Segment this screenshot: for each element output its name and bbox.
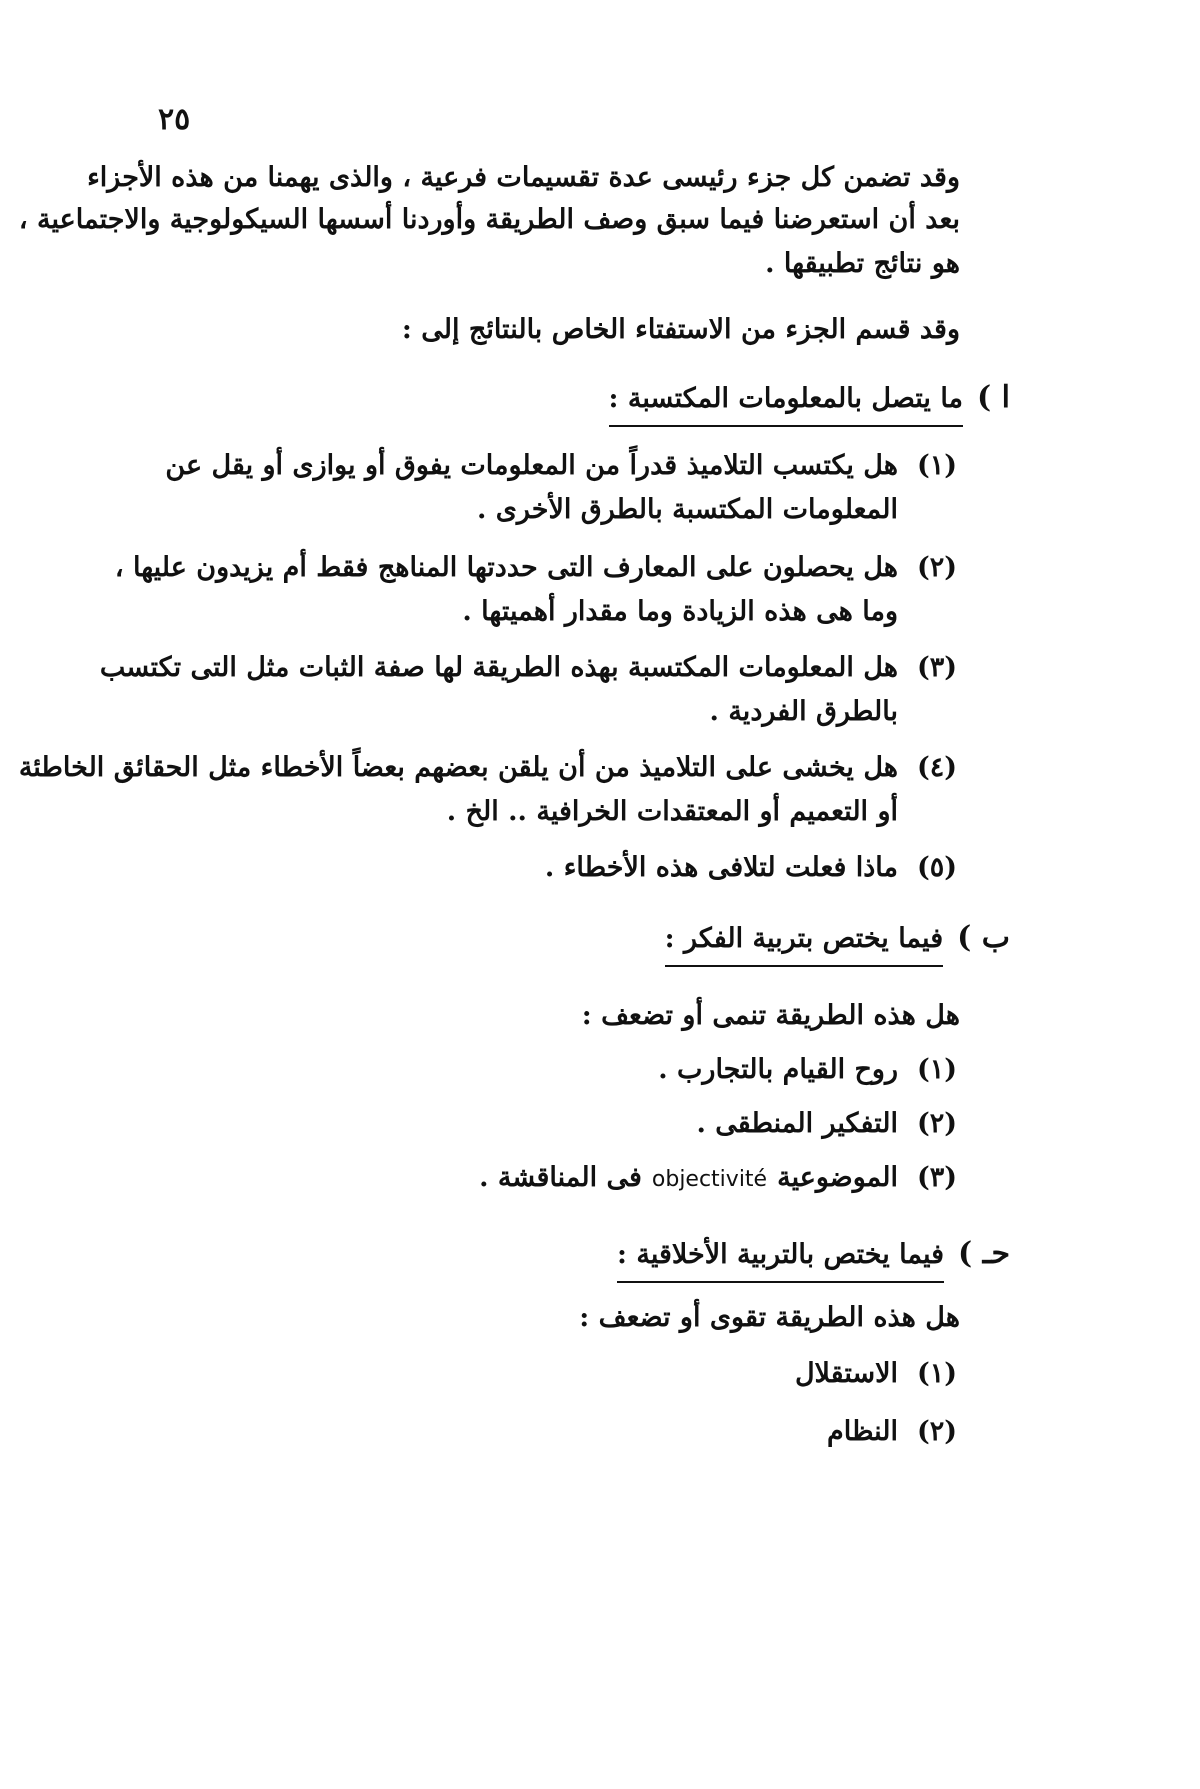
section-b-heading: فيما يختص بتربية الفكر : bbox=[665, 919, 944, 967]
item-text: هل يخشى على التلاميذ من أن يلقن بعضهم بعضاً الأخطاء مثل الحقائق الخاطئة bbox=[18, 752, 898, 783]
section-c-item-1 bbox=[795, 1354, 960, 1394]
section-c-mark: حـ ) bbox=[958, 1236, 1010, 1271]
item-text: هل يحصلون على المعارف التى حددتها المناهج فقط أم يزيدون عليها ، bbox=[114, 552, 898, 583]
section-b-item-2 bbox=[697, 1104, 961, 1144]
item-text: ماذا فعلت لتلافى هذه الأخطاء . bbox=[544, 852, 898, 883]
section-c-heading-row bbox=[617, 1234, 1010, 1283]
section-a-item-4-cont: أو التعميم أو المعتقدات الخرافية .. الخ . bbox=[446, 796, 898, 827]
section-a-item-3 bbox=[100, 648, 960, 688]
item-number: (١) bbox=[916, 450, 958, 481]
item-number: (٢) bbox=[916, 1416, 958, 1447]
item-number: (٥) bbox=[916, 852, 958, 883]
section-c-lead: هل هذه الطريقة تقوى أو تضعف : bbox=[579, 1302, 960, 1333]
section-a-mark: ا ) bbox=[977, 380, 1010, 415]
section-a-item-4 bbox=[19, 748, 960, 788]
section-a-item-2-cont: وما هى هذه الزيادة وما مقدار أهميتها . bbox=[462, 596, 898, 627]
item-latin-term: objectivité bbox=[651, 1167, 768, 1192]
item-text: روح القيام بالتجارب . bbox=[658, 1054, 898, 1085]
intro-line-4: وقد قسم الجزء من الاستفتاء الخاص بالنتائج إلى : bbox=[401, 314, 960, 345]
item-number: (٣) bbox=[916, 652, 958, 683]
section-b-heading-row bbox=[665, 918, 1010, 967]
item-text: النظام bbox=[827, 1416, 898, 1447]
item-text: التفكير المنطقى . bbox=[696, 1108, 898, 1139]
item-text: هل يكتسب التلاميذ قدراً من المعلومات يفوق أو يوازى أو يقل عن bbox=[165, 450, 898, 481]
section-a-item-2 bbox=[115, 548, 960, 588]
section-b-item-1 bbox=[658, 1050, 960, 1090]
section-b-item-3 bbox=[479, 1158, 960, 1200]
item-number: (٢) bbox=[916, 1108, 958, 1139]
intro-line-1: وقد تضمن كل جزء رئيسى عدة تقسيمات فرعية ، والذى يهمنا من هذه الأجزاء bbox=[87, 162, 960, 193]
section-b-lead: هل هذه الطريقة تنمى أو تضعف : bbox=[581, 1000, 960, 1031]
item-number: (٢) bbox=[916, 552, 958, 583]
section-b-mark: ب ) bbox=[957, 920, 1010, 955]
section-a-item-3-cont: بالطرق الفردية . bbox=[709, 696, 898, 727]
section-a-item-5 bbox=[545, 848, 960, 888]
section-c-heading: فيما يختص بالتربية الأخلاقية : bbox=[617, 1235, 944, 1283]
section-c-item-2 bbox=[827, 1412, 960, 1452]
section-a-heading-row bbox=[609, 378, 1010, 427]
section-a-item-1-cont: المعلومات المكتسبة بالطرق الأخرى . bbox=[476, 494, 898, 525]
intro-line-2: بعد أن استعرضنا فيما سبق وصف الطريقة وأوردنا أسسها السيكولوجية والاجتماعية ، bbox=[18, 204, 960, 235]
page-number: ٢٥ bbox=[158, 102, 191, 137]
item-number: (١) bbox=[916, 1054, 958, 1085]
item-text: الاستقلال bbox=[794, 1358, 898, 1389]
intro-line-3: هو نتائج تطبيقها . bbox=[765, 248, 960, 279]
item-number: (٣) bbox=[916, 1162, 958, 1193]
item-text: هل المعلومات المكتسبة بهذه الطريقة لها صفة الثبات مثل التى تكتسب bbox=[99, 652, 898, 683]
item-text-after: فى المناقشة . bbox=[479, 1162, 642, 1193]
section-a-item-1 bbox=[165, 446, 960, 486]
item-number: (٤) bbox=[916, 752, 958, 783]
item-text-before: الموضوعية bbox=[777, 1162, 898, 1193]
section-a-heading: ما يتصل بالمعلومات المكتسبة : bbox=[609, 379, 963, 427]
item-number: (١) bbox=[916, 1358, 958, 1389]
